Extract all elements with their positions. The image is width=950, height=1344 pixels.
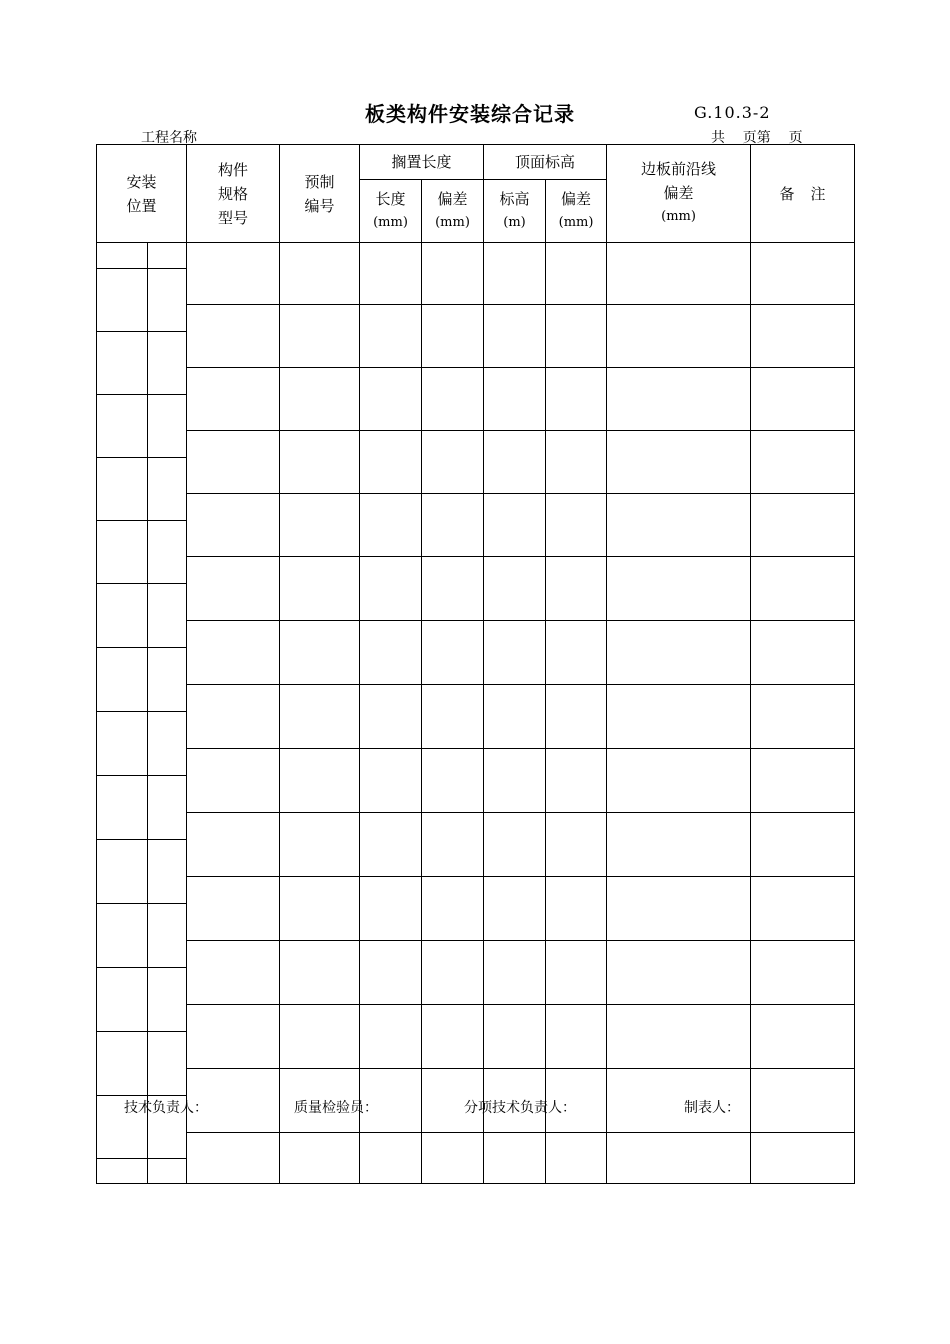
header-edge-unit: (mm)	[661, 209, 696, 224]
header-component-spec-line-1: 构件	[218, 160, 249, 179]
header-length-deviation-label: 偏差	[437, 190, 468, 208]
edge-dev-cell[interactable]	[607, 494, 751, 557]
edge-dev-cell[interactable]	[607, 941, 751, 1005]
length-cell[interactable]	[360, 557, 422, 621]
elevation-dev-cell[interactable]	[546, 941, 607, 1005]
position-cell-b[interactable]	[148, 458, 187, 521]
footer-preparer: 制表人：	[684, 1100, 740, 1116]
length-dev-cell[interactable]	[422, 243, 484, 305]
precast-cell[interactable]	[280, 941, 360, 1005]
spec-cell[interactable]	[187, 749, 280, 813]
position-cell-b[interactable]	[148, 1159, 187, 1184]
length-cell[interactable]	[360, 941, 422, 1005]
position-cell-b[interactable]	[148, 840, 187, 904]
header-elevation-label: 标高	[499, 190, 530, 208]
header-elevation-unit: (m)	[503, 215, 526, 230]
elevation-cell[interactable]	[484, 1005, 546, 1069]
spec-cell[interactable]	[187, 685, 280, 749]
spec-cell[interactable]	[187, 621, 280, 685]
length-dev-cell[interactable]	[422, 1005, 484, 1069]
length-cell[interactable]	[360, 431, 422, 494]
precast-cell[interactable]	[280, 1133, 360, 1184]
position-cell-a[interactable]	[97, 712, 148, 776]
table-row	[97, 1005, 855, 1032]
length-cell[interactable]	[360, 368, 422, 431]
elevation-dev-cell[interactable]	[546, 813, 607, 877]
position-cell-a[interactable]	[97, 395, 148, 458]
edge-dev-cell[interactable]	[607, 685, 751, 749]
length-dev-cell[interactable]	[422, 941, 484, 1005]
elevation-dev-cell[interactable]	[546, 621, 607, 685]
position-cell-b[interactable]	[148, 332, 187, 395]
remark-cell[interactable]	[751, 813, 855, 877]
elevation-cell[interactable]	[484, 621, 546, 685]
page-info: 共 页第 页	[711, 130, 803, 146]
precast-cell[interactable]	[280, 813, 360, 877]
precast-cell[interactable]	[280, 877, 360, 941]
elevation-cell[interactable]	[484, 557, 546, 621]
header-length-deviation-unit: (mm)	[435, 215, 470, 230]
table-row	[97, 813, 855, 840]
position-cell-b[interactable]	[148, 243, 187, 269]
header-elevation-deviation-label: 偏差	[561, 190, 592, 208]
elevation-dev-cell[interactable]	[546, 1005, 607, 1069]
spec-cell[interactable]	[187, 557, 280, 621]
edge-dev-cell[interactable]	[607, 1133, 751, 1184]
edge-dev-cell[interactable]	[607, 877, 751, 941]
header-component-spec-line-3: 型号	[218, 208, 249, 227]
elevation-dev-cell[interactable]	[546, 877, 607, 941]
header-install-position-line-1: 安装	[126, 172, 157, 191]
spec-cell[interactable]	[187, 941, 280, 1005]
precast-cell[interactable]	[280, 431, 360, 494]
header-precast-no-line-1: 预制	[304, 172, 335, 191]
length-dev-cell[interactable]	[422, 749, 484, 813]
elevation-cell[interactable]	[484, 813, 546, 877]
length-dev-cell[interactable]	[422, 1133, 484, 1184]
position-cell-a[interactable]	[97, 1159, 148, 1184]
spec-cell[interactable]	[187, 1005, 280, 1069]
position-cell-b[interactable]	[148, 584, 187, 648]
spec-cell[interactable]	[187, 305, 280, 368]
length-cell[interactable]	[360, 813, 422, 877]
table-row	[97, 1069, 855, 1096]
header-length-deviation	[422, 180, 484, 243]
elevation-dev-cell[interactable]	[546, 749, 607, 813]
header-component-spec-line-2: 规格	[218, 184, 249, 203]
header-remarks	[751, 145, 855, 243]
remark-cell[interactable]	[751, 431, 855, 494]
elevation-dev-cell[interactable]	[546, 431, 607, 494]
elevation-dev-cell[interactable]	[546, 557, 607, 621]
table-row	[97, 557, 855, 584]
edge-dev-cell[interactable]	[607, 368, 751, 431]
length-cell[interactable]	[360, 749, 422, 813]
record-table	[96, 144, 855, 1184]
edge-dev-cell[interactable]	[607, 243, 751, 305]
elevation-cell[interactable]	[484, 685, 546, 749]
header-elevation-deviation	[546, 180, 607, 243]
length-dev-cell[interactable]	[422, 877, 484, 941]
length-dev-cell[interactable]	[422, 494, 484, 557]
table-row	[97, 621, 855, 648]
remark-cell[interactable]	[751, 877, 855, 941]
header-edge-line-line-1: 边板前沿线	[641, 160, 717, 178]
spec-cell[interactable]	[187, 494, 280, 557]
remark-cell[interactable]	[751, 557, 855, 621]
position-cell-a[interactable]	[97, 584, 148, 648]
elevation-dev-cell[interactable]	[546, 1133, 607, 1184]
header-length-label: 长度	[375, 190, 406, 208]
remark-cell[interactable]	[751, 1069, 855, 1133]
header-row-1	[97, 145, 855, 180]
form-title: 板类构件安装综合记录	[365, 102, 575, 126]
remark-cell[interactable]	[751, 305, 855, 368]
length-cell[interactable]	[360, 685, 422, 749]
precast-cell[interactable]	[280, 621, 360, 685]
precast-cell[interactable]	[280, 305, 360, 368]
remark-cell[interactable]	[751, 1133, 855, 1184]
header-edge-line	[607, 145, 751, 243]
table-row	[97, 494, 855, 521]
table-row	[97, 305, 855, 332]
edge-dev-cell[interactable]	[607, 621, 751, 685]
footer-sub-tech-lead: 分项技术负责人：	[464, 1100, 576, 1116]
position-cell-b[interactable]	[148, 968, 187, 1032]
edge-dev-cell[interactable]	[607, 749, 751, 813]
remark-cell[interactable]	[751, 368, 855, 431]
table-row	[97, 877, 855, 904]
edge-dev-cell[interactable]	[607, 813, 751, 877]
elevation-cell[interactable]	[484, 941, 546, 1005]
position-cell-a[interactable]	[97, 243, 148, 269]
position-cell-b[interactable]	[148, 776, 187, 840]
precast-cell[interactable]	[280, 494, 360, 557]
length-dev-cell[interactable]	[422, 557, 484, 621]
elevation-cell[interactable]	[484, 368, 546, 431]
elevation-cell[interactable]	[484, 1133, 546, 1184]
header-precast-no-line-2: 编号	[304, 196, 335, 215]
position-cell-a[interactable]	[97, 521, 148, 584]
position-cell-a[interactable]	[97, 458, 148, 521]
precast-cell[interactable]	[280, 749, 360, 813]
length-dev-cell[interactable]	[422, 813, 484, 877]
elevation-cell[interactable]	[484, 494, 546, 557]
remark-cell[interactable]	[751, 941, 855, 1005]
position-cell-b[interactable]	[148, 395, 187, 458]
header-length	[360, 180, 422, 243]
length-dev-cell[interactable]	[422, 368, 484, 431]
elevation-cell[interactable]	[484, 749, 546, 813]
table-row	[97, 749, 855, 776]
header-remarks-char-2: 注	[810, 184, 826, 203]
length-cell[interactable]	[360, 1005, 422, 1069]
length-cell[interactable]	[360, 621, 422, 685]
project-name-label: 工程名称	[141, 130, 197, 146]
remark-cell[interactable]	[751, 1005, 855, 1069]
footer-qc-inspector: 质量检验员：	[294, 1100, 378, 1116]
precast-cell[interactable]	[280, 685, 360, 749]
precast-cell[interactable]	[280, 243, 360, 305]
length-cell[interactable]	[360, 1133, 422, 1184]
elevation-cell[interactable]	[484, 243, 546, 305]
footer-tech-lead: 技术负责人：	[124, 1100, 208, 1116]
length-dev-cell[interactable]	[422, 305, 484, 368]
spec-cell[interactable]	[187, 877, 280, 941]
length-dev-cell[interactable]	[422, 685, 484, 749]
elevation-dev-cell[interactable]	[546, 685, 607, 749]
edge-dev-cell[interactable]	[607, 431, 751, 494]
length-dev-cell[interactable]	[422, 431, 484, 494]
spec-cell[interactable]	[187, 1133, 280, 1184]
position-cell-a[interactable]	[97, 332, 148, 395]
position-cell-a[interactable]	[97, 1032, 148, 1096]
elevation-cell[interactable]	[484, 431, 546, 494]
spec-cell[interactable]	[187, 243, 280, 305]
header-install-position	[97, 145, 187, 243]
spec-cell[interactable]	[187, 431, 280, 494]
table-row	[97, 431, 855, 458]
remark-cell[interactable]	[751, 621, 855, 685]
elevation-cell[interactable]	[484, 305, 546, 368]
position-cell-b[interactable]	[148, 712, 187, 776]
length-cell[interactable]	[360, 305, 422, 368]
position-cell-b[interactable]	[148, 648, 187, 712]
header-length-unit: (mm)	[373, 215, 408, 230]
elevation-dev-cell[interactable]	[546, 305, 607, 368]
precast-cell[interactable]	[280, 1005, 360, 1069]
position-cell-b[interactable]	[148, 1032, 187, 1096]
edge-dev-cell[interactable]	[607, 305, 751, 368]
remark-cell[interactable]	[751, 685, 855, 749]
position-cell-b[interactable]	[148, 904, 187, 968]
precast-cell[interactable]	[280, 368, 360, 431]
header-bearing-length: 搁置长度	[360, 145, 484, 180]
length-cell[interactable]	[360, 494, 422, 557]
elevation-dev-cell[interactable]	[546, 494, 607, 557]
table-row	[97, 243, 855, 269]
position-cell-b[interactable]	[148, 269, 187, 332]
header-remarks-char-1: 备	[779, 184, 795, 203]
position-cell-a[interactable]	[97, 904, 148, 968]
header-top-elevation: 顶面标高	[484, 145, 607, 180]
length-dev-cell[interactable]	[422, 621, 484, 685]
edge-dev-cell[interactable]	[607, 1005, 751, 1069]
spec-cell[interactable]	[187, 368, 280, 431]
position-cell-a[interactable]	[97, 648, 148, 712]
edge-dev-cell[interactable]	[607, 557, 751, 621]
remark-cell[interactable]	[751, 749, 855, 813]
spec-cell[interactable]	[187, 813, 280, 877]
position-cell-a[interactable]	[97, 968, 148, 1032]
header-edge-line-line-2: 偏差	[663, 184, 694, 202]
remark-cell[interactable]	[751, 243, 855, 305]
table-row	[97, 1133, 855, 1159]
table-row	[97, 685, 855, 712]
position-cell-b[interactable]	[148, 521, 187, 584]
header-elevation-deviation-unit: (mm)	[558, 215, 594, 230]
elevation-dev-cell[interactable]	[546, 368, 607, 431]
length-cell[interactable]	[360, 243, 422, 305]
table-row	[97, 941, 855, 968]
position-cell-a[interactable]	[97, 840, 148, 904]
elevation-cell[interactable]	[484, 877, 546, 941]
position-cell-a[interactable]	[97, 269, 148, 332]
header-install-position-line-2: 位置	[126, 196, 157, 215]
precast-cell[interactable]	[280, 557, 360, 621]
header-component-spec	[187, 145, 280, 243]
form-code: G.10.3-2	[694, 103, 771, 122]
length-cell[interactable]	[360, 877, 422, 941]
elevation-dev-cell[interactable]	[546, 243, 607, 305]
table-row	[97, 368, 855, 395]
header-precast-no	[280, 145, 360, 243]
position-cell-a[interactable]	[97, 776, 148, 840]
header-elevation	[484, 180, 546, 243]
remark-cell[interactable]	[751, 494, 855, 557]
